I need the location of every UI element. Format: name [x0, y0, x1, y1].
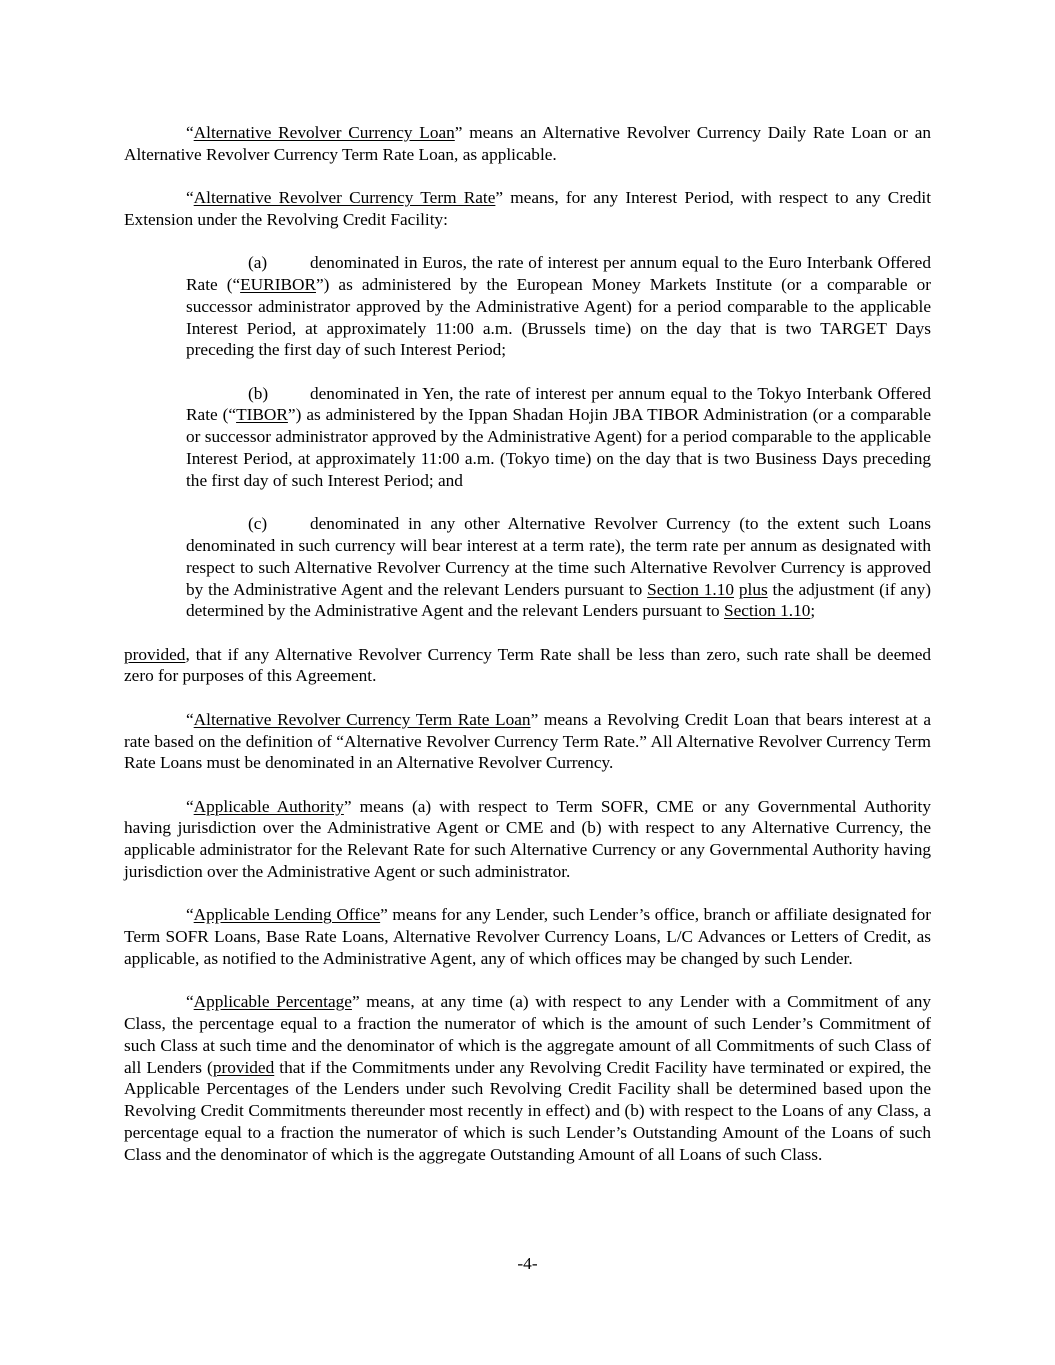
definition-text: that if the Commitments under any Revolving Credit Facility have terminated or expired, the Applicable Percentages of the Lenders under such Revolving Credit Facility shall be determined based upon the Revolving Credit Commitments thereunder most recently in effect) and (b) with respect to the Loans of any Class, a percentage equal to a fraction the numerator of which is such Lender’s Outstanding Amount of the Loans of such Class and the denominator of which is the aggregate Outstanding Amount of all Loans of such Class.: [124, 1057, 932, 1164]
open-quote: “: [186, 992, 194, 1012]
proviso: [124, 644, 931, 688]
section-reference: Section 1.10: [723, 601, 811, 621]
provided-term: provided: [124, 644, 186, 664]
page-number: -4-: [517, 1254, 538, 1273]
definition-applicable-authority: [124, 796, 931, 883]
defined-term: TIBOR: [236, 405, 288, 425]
open-quote: “: [186, 123, 194, 142]
definition-applicable-percentage: [124, 991, 931, 1165]
clause-text: ”) as administered by the Ippan Shadan Hojin JBA TIBOR Administration (or a comparable or successor administrator approved by the Administrative Agent) for a period comparable to the applicable Interest Period, at approximately 11:00 a.m. (Tokyo time) on the day that is two Business Days preceding the first day of such Interest Period; and: [186, 405, 932, 490]
clause-text: denominated in Euros, the rate of interest per annum equal to the Euro Interbank Offered Rate (“: [186, 253, 931, 294]
definition-text: ” means an Alternative Revolver Currency Daily Rate Loan or an Alternative Revolver Currency Term Rate Loan, as applicable.: [124, 123, 932, 164]
clause-text: the adjustment (if any) determined by the Administrative Agent and the relevant Lenders pursuant to: [186, 579, 932, 621]
open-quote: “: [186, 905, 194, 925]
clause-a: [186, 252, 931, 361]
defined-term: Alternative Revolver Currency Term Rate Loan: [193, 709, 531, 729]
clause-text: ”) as administered by the European Money Markets Institute (or a comparable or successor administrator approved by the Administrative Agent) for a period comparable to the applicable Interest Period, at approximately 11:00 a.m. (Brussels time) on the day that is two TARGET Days preceding the first day of such Interest Period;: [186, 274, 931, 360]
clause-label: (c): [248, 514, 268, 534]
definition-text: ” means, at any time (a) with respect to any Lender with a Commitment of any Class, the percentage equal to a fraction the numerator of which is the amount of such Lender’s Commitment of such Class at such time and the denominator of which is the aggregate amount of all Commitments of such Class of all Lenders (: [124, 992, 931, 1077]
defined-term: EURIBOR: [240, 274, 316, 294]
definition-alternative-revolver-currency-term-rate: [124, 187, 931, 231]
definition-alternative-revolver-currency-term-rate-loan: [124, 709, 931, 774]
document-page: [124, 122, 931, 1187]
defined-term: Applicable Authority: [193, 796, 344, 816]
clause-label: (b): [248, 383, 269, 403]
provided-term: provided: [212, 1057, 275, 1077]
definition-alternative-revolver-currency-loan: [124, 122, 931, 166]
clause-label: (a): [248, 253, 268, 273]
definition-applicable-lending-office: [124, 904, 931, 969]
defined-term: Alternative Revolver Currency Loan: [193, 123, 455, 142]
clause-text: denominated in any other Alternative Revolver Currency (to the extent such Loans denominated in such currency will bear interest at a term rate), the term rate per annum as designated with respect to such Alternative Revolver Currency at the time such Alternative Revolver Currency is approved by the Administrative Agent and the relevant Lenders pursuant to: [186, 514, 931, 599]
open-quote: “: [186, 709, 194, 729]
defined-term: Alternative Revolver Currency Term Rate: [193, 188, 496, 208]
definition-text: ” means for any Lender, such Lender’s office, branch or affiliate designated for Term SOFR Loans, Base Rate Loans, Alternative Revolver Currency Loans, L/C Advances or Letters of Credit, as applicable, as notified to the Administrative Agent, any of which offices may be changed by such Lender.: [124, 905, 931, 968]
open-quote: “: [186, 796, 194, 816]
defined-term: Applicable Lending Office: [193, 905, 381, 925]
proviso-text: , that if any Alternative Revolver Currency Term Rate shall be less than zero, such rate shall be deemed zero for purposes of this Agreement.: [124, 644, 931, 686]
clause-c: [186, 513, 931, 622]
section-reference: Section 1.10: [647, 579, 735, 599]
defined-term: Applicable Percentage: [193, 992, 352, 1012]
clause-text: ;: [810, 601, 816, 621]
clause-b: [186, 383, 931, 492]
open-quote: “: [186, 188, 194, 208]
clause-text: denominated in Yen, the rate of interest per annum equal to the Tokyo Interbank Offered Rate (“: [186, 383, 931, 425]
plus-term: plus: [738, 579, 768, 599]
definition-text: ” means, for any Interest Period, with respect to any Credit Extension under the Revolving Credit Facility:: [124, 188, 931, 229]
definition-text: ” means (a) with respect to Term SOFR, CME or any Governmental Authority having jurisdiction over the Administrative Agent or CME and (b) with respect to any Alternative Currency, the applicable administrator for the Relevant Rate for such Alternative Currency or any Governmental Authority having jurisdiction over the Administrative Agent or such administrator.: [124, 796, 931, 882]
definition-text: ” means a Revolving Credit Loan that bears interest at a rate based on the definition of “Alternative Revolver Currency Term Rate.” All Alternative Revolver Currency Term Rate Loans must be denominated in an Alternative Revolver Currency.: [124, 709, 931, 773]
